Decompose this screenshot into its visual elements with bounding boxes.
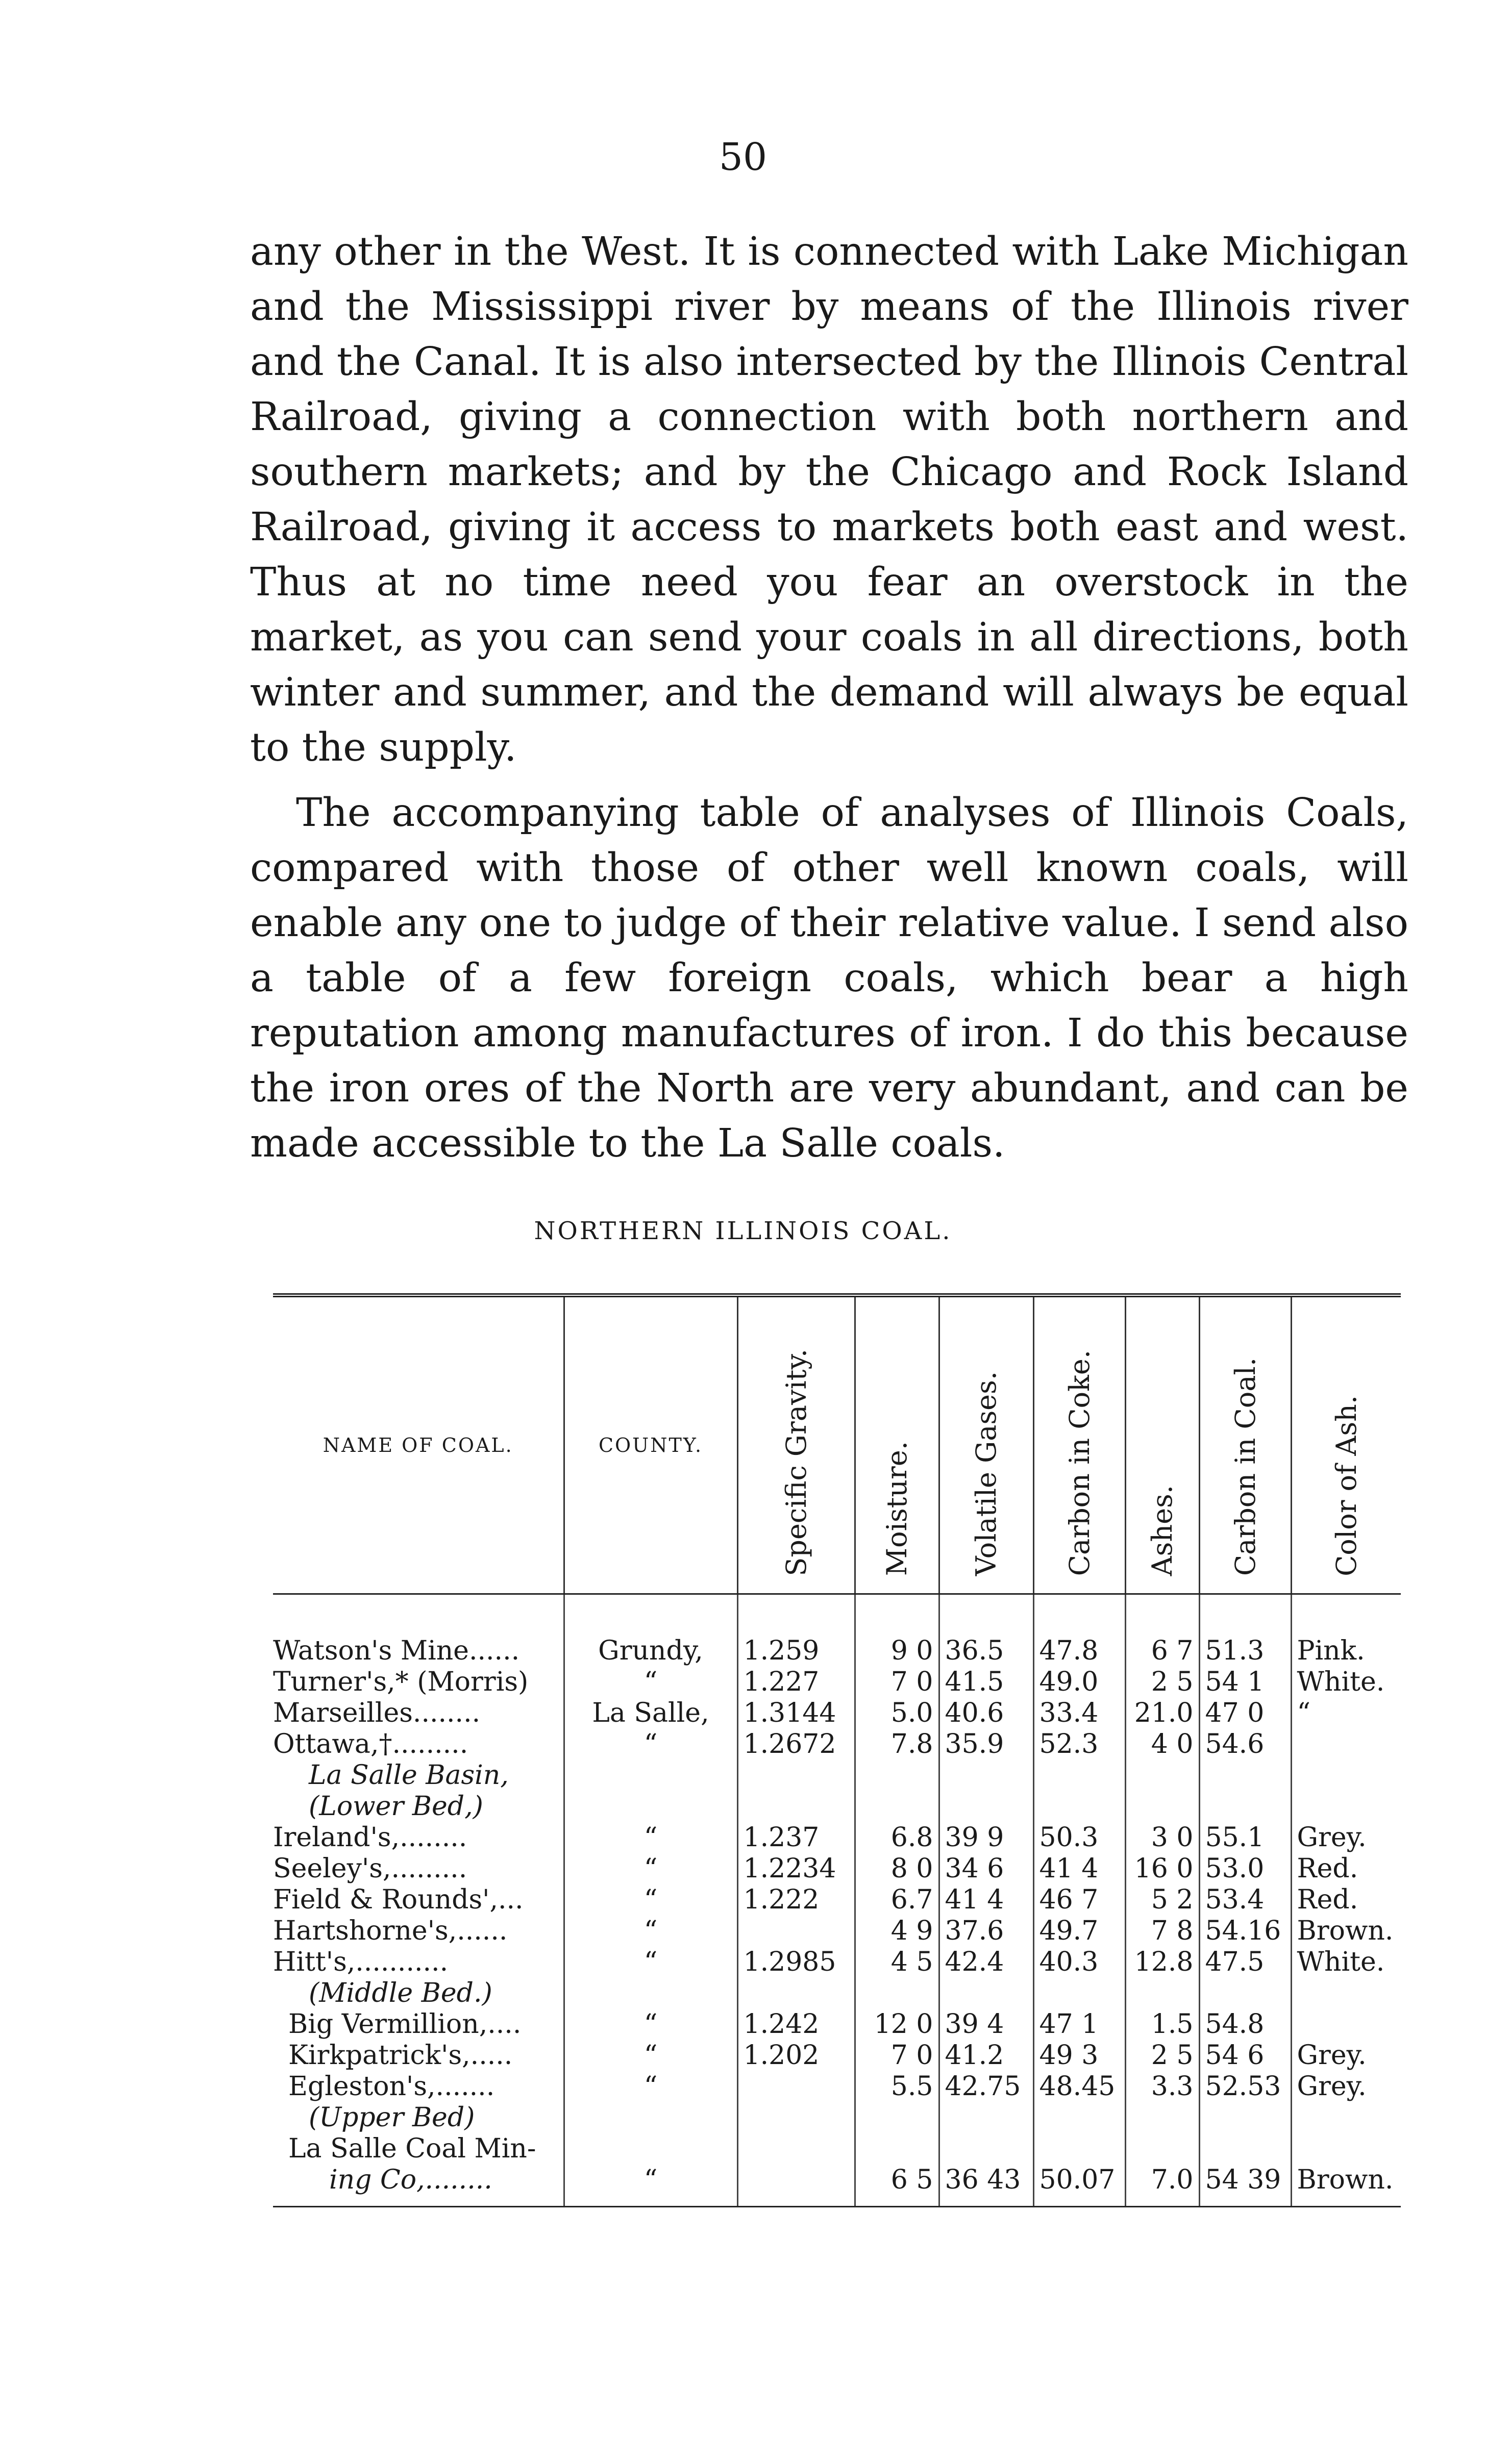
cell-ashes: 3.3 [1125, 2071, 1199, 2102]
cell-moisture [855, 2133, 939, 2165]
cell-volatile-gases: 41.5 [939, 1667, 1033, 1698]
cell-volatile-gases [939, 1978, 1033, 2009]
cell-name: Watson's Mine...... [273, 1635, 520, 1666]
table-row [273, 1822, 1401, 1853]
table-row [273, 1760, 1401, 1791]
cell-carbon-in-coke: 48.45 [1033, 2071, 1125, 2102]
cell-name: (Lower Bed,) [309, 1791, 483, 1822]
cell-carbon-in-coal: 51.3 [1199, 1594, 1291, 1667]
cell-name: La Salle Coal Min- [288, 2133, 536, 2164]
cell-specific-gravity: 1.237 [737, 1822, 855, 1853]
cell-carbon-in-coal: 53.0 [1199, 1853, 1291, 1884]
cell-moisture: 5.0 [855, 1698, 939, 1729]
cell-volatile-gases: 34 6 [939, 1853, 1033, 1884]
cell-moisture: 6.8 [855, 1822, 939, 1853]
cell-county: “ [564, 1822, 737, 1853]
table-row [273, 2040, 1401, 2071]
cell-color-of-ash: Red. [1291, 1853, 1401, 1884]
cell-ashes [1125, 2133, 1199, 2165]
cell-volatile-gases: 37.6 [939, 1916, 1033, 1947]
header-county: COUNTY. [564, 1295, 737, 1594]
cell-carbon-in-coal: 54.16 [1199, 1916, 1291, 1947]
cell-carbon-in-coal: 55.1 [1199, 1822, 1291, 1853]
cell-specific-gravity [737, 1978, 855, 2009]
cell-name: Egleston's,....... [288, 2071, 495, 2102]
cell-specific-gravity: 1.242 [737, 2009, 855, 2040]
cell-specific-gravity: 1.2234 [737, 1853, 855, 1884]
cell-specific-gravity [737, 2102, 855, 2133]
cell-carbon-in-coke: 52.3 [1033, 1729, 1125, 1760]
cell-carbon-in-coke: 49.7 [1033, 1916, 1125, 1947]
cell-specific-gravity: 1.259 [737, 1594, 855, 1667]
cell-carbon-in-coke [1033, 1978, 1125, 2009]
body-text [250, 224, 1408, 1171]
table-row [273, 2102, 1401, 2133]
cell-color-of-ash: Red. [1291, 1884, 1401, 1916]
table-row [273, 1884, 1401, 1916]
cell-carbon-in-coke: 50.07 [1033, 2165, 1125, 2207]
cell-specific-gravity: 1.222 [737, 1884, 855, 1916]
table-row [273, 1667, 1401, 1698]
cell-ashes [1125, 2102, 1199, 2133]
cell-volatile-gases: 36.5 [939, 1594, 1033, 1667]
cell-carbon-in-coke [1033, 2102, 1125, 2133]
cell-carbon-in-coke: 47.8 [1033, 1594, 1125, 1667]
cell-color-of-ash [1291, 1791, 1401, 1822]
cell-name: (Middle Bed.) [309, 1977, 492, 2008]
cell-moisture: 9 0 [855, 1594, 939, 1667]
cell-carbon-in-coal: 54 1 [1199, 1667, 1291, 1698]
cell-color-of-ash: Grey. [1291, 2040, 1401, 2071]
cell-carbon-in-coal [1199, 1791, 1291, 1822]
cell-specific-gravity [737, 2133, 855, 2165]
cell-color-of-ash: Brown. [1291, 1916, 1401, 1947]
cell-ashes: 1.5 [1125, 2009, 1199, 2040]
cell-specific-gravity: 1.227 [737, 1667, 855, 1698]
cell-volatile-gases [939, 1791, 1033, 1822]
cell-color-of-ash: Grey. [1291, 1822, 1401, 1853]
cell-county: “ [564, 1884, 737, 1916]
cell-carbon-in-coke: 41 4 [1033, 1853, 1125, 1884]
cell-volatile-gases: 35.9 [939, 1729, 1033, 1760]
table-row [273, 1729, 1401, 1760]
cell-carbon-in-coal: 54.8 [1199, 2009, 1291, 2040]
cell-color-of-ash [1291, 2133, 1401, 2165]
cell-county: Grundy, [564, 1594, 737, 1667]
table-row [273, 2165, 1401, 2207]
cell-carbon-in-coke [1033, 1760, 1125, 1791]
cell-color-of-ash [1291, 2102, 1401, 2133]
coal-analysis-table [273, 1293, 1401, 2207]
cell-carbon-in-coal: 47 0 [1199, 1698, 1291, 1729]
cell-ashes [1125, 1760, 1199, 1791]
cell-county: “ [564, 2071, 737, 2102]
cell-moisture: 4 9 [855, 1916, 939, 1947]
cell-county: “ [564, 1916, 737, 1947]
cell-ashes: 2 5 [1125, 1667, 1199, 1698]
table-row [273, 1791, 1401, 1822]
header-carbon-in-coke: Carbon in Coke. [1033, 1295, 1125, 1594]
cell-volatile-gases: 41.2 [939, 2040, 1033, 2071]
cell-moisture: 12 0 [855, 2009, 939, 2040]
cell-name: Ottawa,†......... [273, 1728, 468, 1759]
cell-color-of-ash: Pink. [1291, 1594, 1401, 1667]
cell-carbon-in-coke: 33.4 [1033, 1698, 1125, 1729]
cell-ashes: 6 7 [1125, 1594, 1199, 1667]
header-name: NAME OF COAL. [273, 1295, 564, 1594]
cell-carbon-in-coal: 54 39 [1199, 2165, 1291, 2207]
cell-color-of-ash: White. [1291, 1947, 1401, 1978]
table-row [273, 1916, 1401, 1947]
cell-moisture: 6.7 [855, 1884, 939, 1916]
header-color-of-ash: Color of Ash. [1291, 1295, 1401, 1594]
table-row [273, 1698, 1401, 1729]
cell-moisture: 4 5 [855, 1947, 939, 1978]
table-row [273, 1853, 1401, 1884]
cell-county: “ [564, 1947, 737, 1978]
page-number: 50 [719, 135, 767, 179]
cell-carbon-in-coal: 53.4 [1199, 1884, 1291, 1916]
cell-specific-gravity [737, 1760, 855, 1791]
table-row [273, 2133, 1401, 2165]
cell-volatile-gases: 36 43 [939, 2165, 1033, 2207]
cell-name: Seeley's,......... [273, 1853, 467, 1884]
cell-county: “ [564, 2165, 737, 2207]
cell-carbon-in-coal [1199, 1760, 1291, 1791]
cell-name: Hitt's,........... [273, 1946, 449, 1977]
cell-county [564, 2133, 737, 2165]
cell-ashes: 4 0 [1125, 1729, 1199, 1760]
cell-carbon-in-coal [1199, 2102, 1291, 2133]
cell-name: Marseilles........ [273, 1697, 481, 1728]
cell-specific-gravity [737, 1791, 855, 1822]
cell-carbon-in-coal [1199, 2133, 1291, 2165]
header-ashes: Ashes. [1125, 1295, 1199, 1594]
cell-volatile-gases: 39 4 [939, 2009, 1033, 2040]
paragraph-1: any other in the West. It is connected with Lake Michigan and the Mississippi river by means of the Illinois river and the Canal. It is also intersected by the Illinois Central Railroad, giving a connection with both northern and southern markets; and by the Chicago and Rock Island Railroad, giving it access to markets both east and west. Thus at no time need you fear an overstock in the market, as you can send your coals in all directions, both winter and summer, and the demand will always be equal to the supply. [250, 229, 1408, 770]
cell-specific-gravity: 1.2672 [737, 1729, 855, 1760]
cell-county: “ [564, 2040, 737, 2071]
cell-county [564, 1978, 737, 2009]
cell-carbon-in-coke: 50.3 [1033, 1822, 1125, 1853]
cell-moisture: 5.5 [855, 2071, 939, 2102]
cell-volatile-gases: 42.4 [939, 1947, 1033, 1978]
cell-county: “ [564, 1853, 737, 1884]
cell-specific-gravity [737, 1916, 855, 1947]
cell-carbon-in-coal [1199, 1978, 1291, 2009]
cell-county: La Salle, [564, 1698, 737, 1729]
cell-carbon-in-coal: 54.6 [1199, 1729, 1291, 1760]
header-volatile-gases: Volatile Gases. [939, 1295, 1033, 1594]
cell-volatile-gases [939, 1760, 1033, 1791]
cell-carbon-in-coal: 54 6 [1199, 2040, 1291, 2071]
cell-color-of-ash: Brown. [1291, 2165, 1401, 2207]
cell-color-of-ash: “ [1291, 1698, 1401, 1729]
table-title: NORTHERN ILLINOIS COAL. [534, 1217, 952, 1245]
cell-color-of-ash [1291, 2009, 1401, 2040]
paragraph-2: The accompanying table of analyses of Illinois Coals, compared with those of other well known coals, will enable any one to judge of their relative value. I send also a table of a few foreign coals, which bear a high reputation among manufactures of iron. I do this because the iron ores of the North are very abundant, and can be made accessible to the La Salle coals. [250, 790, 1408, 1166]
cell-ashes: 2 5 [1125, 2040, 1199, 2071]
cell-county: “ [564, 1667, 737, 1698]
cell-moisture [855, 1791, 939, 1822]
cell-carbon-in-coke: 49.0 [1033, 1667, 1125, 1698]
cell-name: Hartshorne's,...... [273, 1915, 508, 1946]
cell-carbon-in-coke: 40.3 [1033, 1947, 1125, 1978]
cell-moisture: 7 0 [855, 2040, 939, 2071]
cell-volatile-gases: 42.75 [939, 2071, 1033, 2102]
header-specific-gravity: Specific Gravity. [737, 1295, 855, 1594]
cell-ashes: 7.0 [1125, 2165, 1199, 2207]
cell-name: Field & Rounds',... [273, 1884, 524, 1915]
cell-specific-gravity: 1.3144 [737, 1698, 855, 1729]
cell-county [564, 2102, 737, 2133]
cell-carbon-in-coke: 49 3 [1033, 2040, 1125, 2071]
cell-carbon-in-coke [1033, 1791, 1125, 1822]
table-row [273, 1594, 1401, 1667]
cell-ashes: 3 0 [1125, 1822, 1199, 1853]
cell-specific-gravity: 1.2985 [737, 1947, 855, 1978]
cell-ashes: 12.8 [1125, 1947, 1199, 1978]
cell-name: La Salle Basin, [309, 1759, 509, 1791]
cell-ashes: 7 8 [1125, 1916, 1199, 1947]
cell-moisture [855, 2102, 939, 2133]
cell-carbon-in-coke: 47 1 [1033, 2009, 1125, 2040]
cell-color-of-ash: Grey. [1291, 2071, 1401, 2102]
cell-carbon-in-coal: 47.5 [1199, 1947, 1291, 1978]
cell-volatile-gases: 40.6 [939, 1698, 1033, 1729]
cell-color-of-ash: White. [1291, 1667, 1401, 1698]
cell-color-of-ash [1291, 1978, 1401, 2009]
cell-name: (Upper Bed) [309, 2102, 475, 2133]
cell-moisture: 7 0 [855, 1667, 939, 1698]
cell-name: ing Co,........ [273, 2165, 564, 2207]
cell-county: “ [564, 2009, 737, 2040]
cell-county [564, 1791, 737, 1822]
table-row [273, 2009, 1401, 2040]
cell-color-of-ash [1291, 1760, 1401, 1791]
cell-moisture [855, 1760, 939, 1791]
header-carbon-in-coal: Carbon in Coal. [1199, 1295, 1291, 1594]
table-header-row [273, 1295, 1401, 1594]
cell-name: Turner's,* (Morris) [273, 1666, 529, 1697]
header-moisture: Moisture. [855, 1295, 939, 1594]
cell-moisture: 7.8 [855, 1729, 939, 1760]
cell-specific-gravity [737, 2165, 855, 2207]
cell-moisture: 8 0 [855, 1853, 939, 1884]
cell-moisture: 6 5 [855, 2165, 939, 2207]
cell-name: Ireland's,........ [273, 1822, 467, 1853]
cell-county [564, 1760, 737, 1791]
table-row [273, 2071, 1401, 2102]
cell-carbon-in-coke: 46 7 [1033, 1884, 1125, 1916]
cell-specific-gravity [737, 2071, 855, 2102]
table-row [273, 1978, 1401, 2009]
cell-specific-gravity: 1.202 [737, 2040, 855, 2071]
cell-carbon-in-coal: 52.53 [1199, 2071, 1291, 2102]
cell-volatile-gases [939, 2102, 1033, 2133]
cell-volatile-gases [939, 2133, 1033, 2165]
cell-volatile-gases: 41 4 [939, 1884, 1033, 1916]
cell-name: Big Vermillion,.... [288, 2008, 522, 2040]
cell-ashes: 5 2 [1125, 1884, 1199, 1916]
cell-color-of-ash [1291, 1729, 1401, 1760]
cell-ashes [1125, 1791, 1199, 1822]
cell-ashes: 16 0 [1125, 1853, 1199, 1884]
cell-name: Kirkpatrick's,..... [288, 2040, 513, 2071]
cell-ashes [1125, 1978, 1199, 2009]
cell-ashes: 21.0 [1125, 1698, 1199, 1729]
cell-volatile-gases: 39 9 [939, 1822, 1033, 1853]
cell-moisture [855, 1978, 939, 2009]
table-row [273, 1947, 1401, 1978]
cell-county: “ [564, 1729, 737, 1760]
cell-carbon-in-coke [1033, 2133, 1125, 2165]
